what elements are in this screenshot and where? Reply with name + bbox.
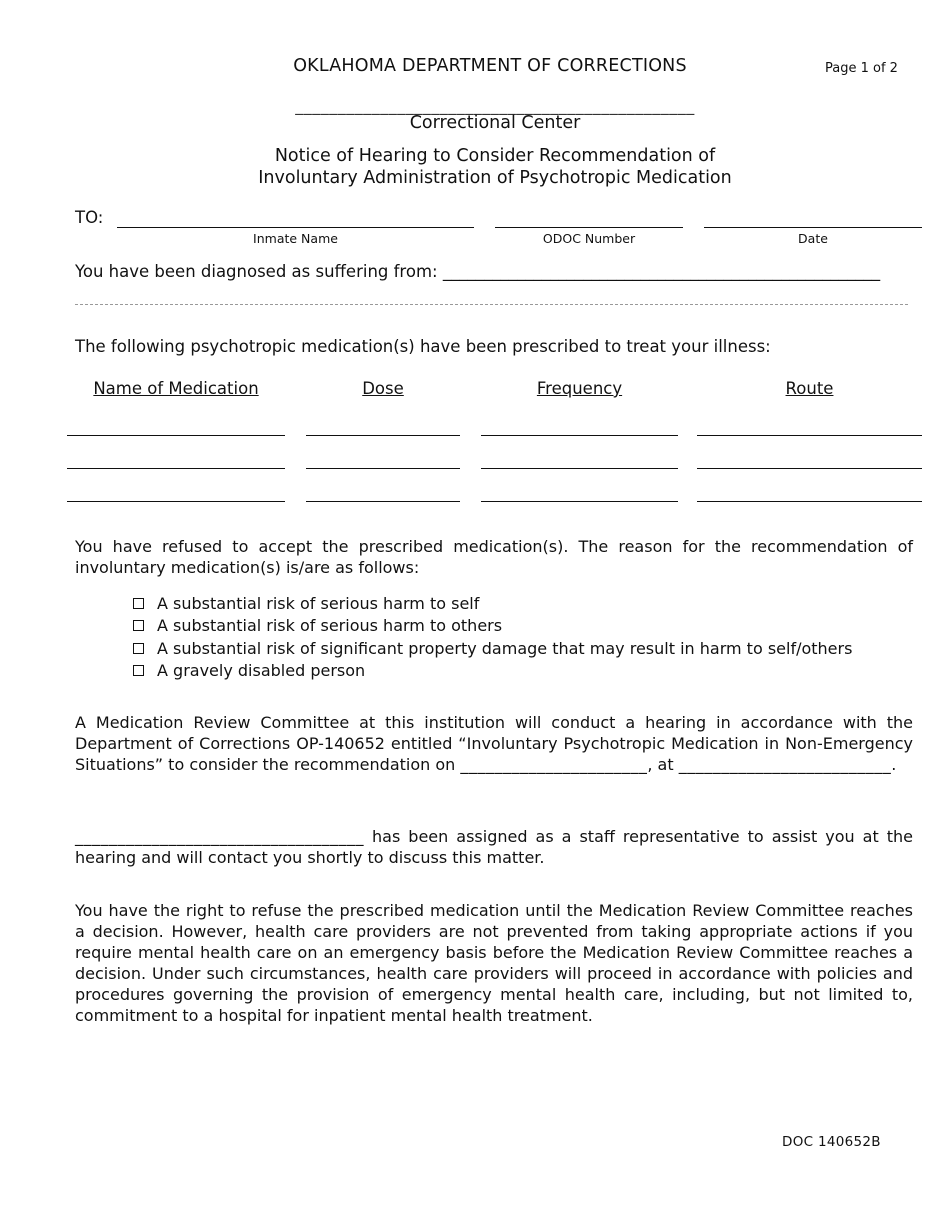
medication-dose-field[interactable]: [306, 501, 460, 502]
hearing-date-blank[interactable]: ______________________: [460, 755, 648, 774]
form-title-line2: Involuntary Administration of Psychotropic Medication: [258, 168, 732, 188]
hearing-place-blank[interactable]: _________________________: [678, 755, 892, 774]
to-label: TO:: [75, 208, 104, 227]
medication-name-field[interactable]: [67, 501, 285, 502]
medication-frequency-field[interactable]: [481, 435, 678, 436]
hearing-paragraph: [75, 712, 913, 775]
reason-label: A gravely disabled person: [157, 661, 366, 681]
checkbox-harm-to-others[interactable]: [133, 620, 144, 631]
reason-harm-to-others: [133, 615, 852, 638]
checkbox-property-damage[interactable]: [133, 643, 144, 654]
column-route: Route: [785, 379, 834, 398]
reason-label: A substantial risk of serious harm to others: [157, 616, 503, 636]
reason-label: A substantial risk of significant property damage that may result in harm to self/others: [157, 638, 853, 658]
staff-representative-blank[interactable]: __________________________________: [75, 827, 364, 846]
reason-label: A substantial risk of serious harm to self: [157, 593, 480, 613]
checkbox-gravely-disabled[interactable]: [133, 665, 144, 676]
reason-gravely-disabled: [133, 660, 852, 683]
diagnosis-blank[interactable]: _____________________________________________________: [442, 262, 881, 281]
reason-checklist: [133, 592, 852, 682]
medication-name-field[interactable]: [67, 435, 285, 436]
hearing-at: , at: [647, 755, 674, 774]
facility-blank[interactable]: _______________________________________________: [295, 96, 695, 115]
column-name-of-medication: Name of Medication: [93, 379, 259, 398]
medication-route-field[interactable]: [697, 435, 922, 436]
inmate-name-field[interactable]: [117, 227, 474, 228]
diagnosis-text: You have been diagnosed as suffering from:: [75, 262, 438, 281]
hearing-text: A Medication Review Committee at this institution will conduct a hearing in accordance with the Department of Corrections OP-140652 entitled “Involuntary Psychotropic Medication in Non-Emergency Situations” to consider the recommendation on: [75, 713, 913, 774]
hearing-end: .: [891, 755, 897, 774]
medication-dose-field[interactable]: [306, 468, 460, 469]
medication-route-field[interactable]: [697, 501, 922, 502]
inmate-name-label: Inmate Name: [253, 231, 338, 246]
medication-frequency-field[interactable]: [481, 468, 678, 469]
rights-paragraph: You have the right to refuse the prescribed medication until the Medication Review Committee reaches a decision. However, health care providers are not prevented from taking appropriate actions if you require mental health care on an emergency basis before the Medication Review Committee reaches a decision. Under such circumstances, health care providers will proceed in accordance with policies and procedures governing the provision of emergency mental health care, including, but not limited to, commitment to a hospital for inpatient mental health treatment.: [75, 901, 913, 1025]
representative-text: has been assigned as a staff representative to assist you at the hearing and will contact you shortly to discuss this matter.: [75, 827, 913, 867]
refusal-paragraph: You have refused to accept the prescribed medication(s). The reason for the recommendation of involuntary medication(s) is/are as follows:: [75, 537, 913, 577]
diagnosis-line: [75, 262, 880, 281]
medication-name-field[interactable]: [67, 468, 285, 469]
page-number: Page 1 of 2: [825, 61, 898, 76]
representative-paragraph: [75, 826, 913, 868]
medication-frequency-field[interactable]: [481, 501, 678, 502]
odoc-number-field[interactable]: [495, 227, 683, 228]
document-number: DOC 140652B: [782, 1134, 881, 1150]
medication-dose-field[interactable]: [306, 435, 460, 436]
checkbox-harm-to-self[interactable]: [133, 598, 144, 609]
date-label: Date: [798, 231, 828, 246]
medication-route-field[interactable]: [697, 468, 922, 469]
column-frequency: Frequency: [536, 379, 623, 398]
column-dose: Dose: [362, 379, 404, 398]
facility-label: Correctional Center: [409, 113, 581, 133]
form-title-line1: Notice of Hearing to Consider Recommendation of: [274, 146, 716, 166]
diagnosis-continuation-line[interactable]: [75, 304, 908, 305]
odoc-number-label: ODOC Number: [542, 231, 636, 246]
medications-intro: The following psychotropic medication(s) have been prescribed to treat your illness:: [75, 337, 771, 356]
date-field[interactable]: [704, 227, 922, 228]
reason-property-damage: [133, 637, 852, 660]
reason-harm-to-self: [133, 592, 852, 615]
agency-title: OKLAHOMA DEPARTMENT OF CORRECTIONS: [293, 56, 687, 76]
